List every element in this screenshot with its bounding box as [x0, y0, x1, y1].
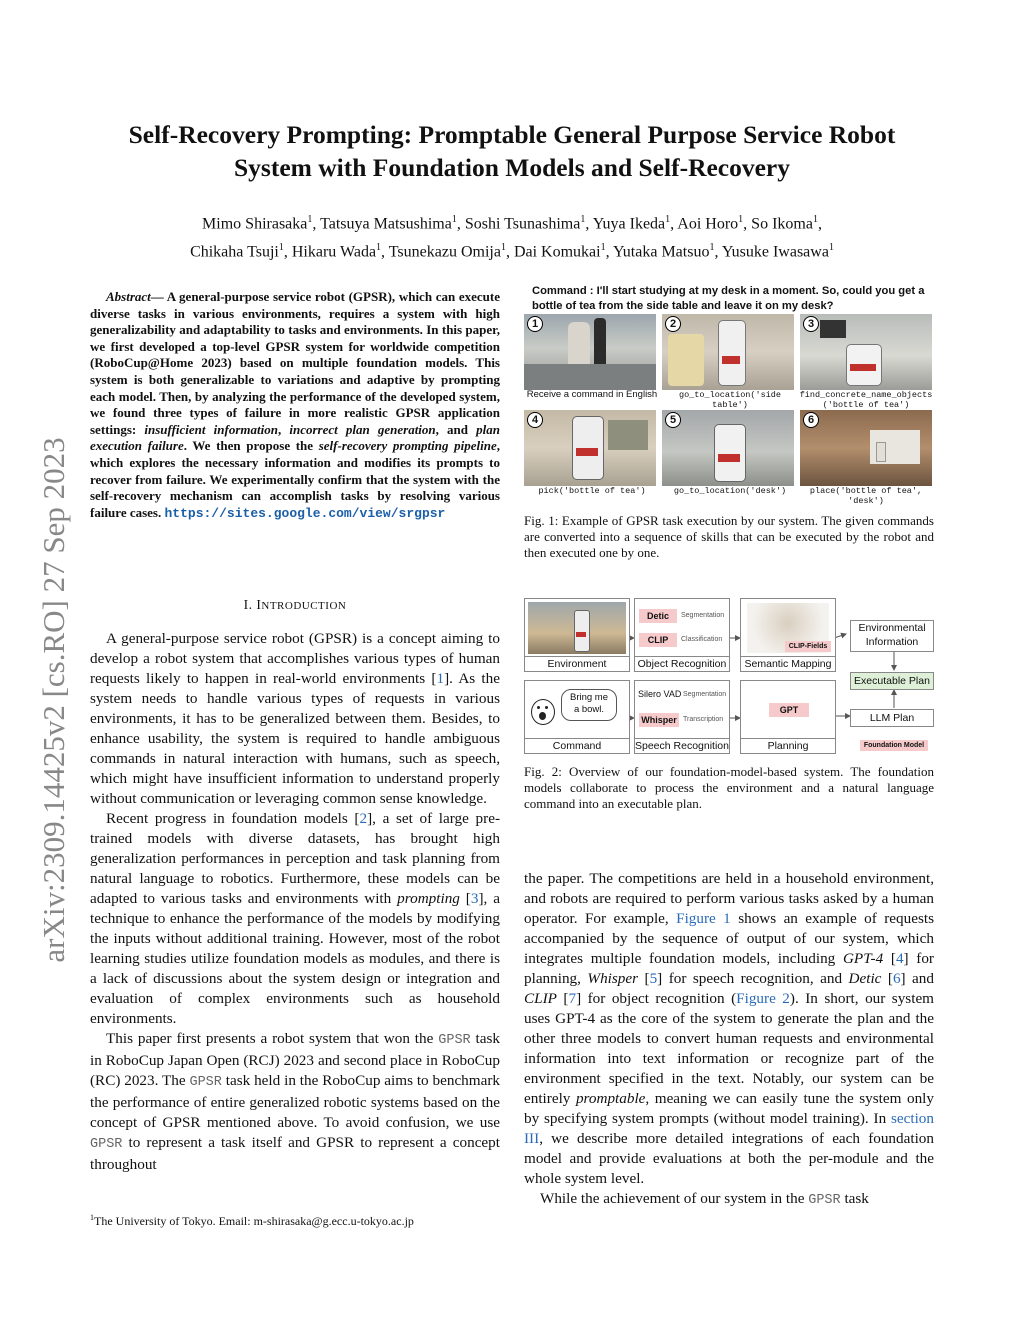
fig2-speech-recognition-box [634, 680, 730, 754]
author-name: Chikaha Tsuji [190, 243, 279, 261]
silero-task: Segmentation [683, 691, 727, 698]
affiliation-mark: 1 [665, 214, 671, 225]
text: ]. As the system needs to handle various types of requests in various environments, it has to be generalized between them. Besides, to enhance usability, the system is required to handle ambiguous commands in natural interaction with humans, such as speech, which might have insufficient information to understand properly without communication or leveraging common sense knowledge. [90, 670, 500, 807]
environmental-information-box: Environmental Information [850, 620, 934, 652]
fig2-object-recognition-box [634, 598, 730, 672]
step-number-1: 1 [527, 316, 543, 332]
authors-line-1: Mimo Shirasaka$^1$, Tatsuya Matsushima$^1$, Soshi Tsunashima$^1$, Yuya Ikeda$^1$, Aoi Horo$^1$, So Ikoma$^1$, [202, 214, 822, 233]
fig2-environment-box [524, 598, 630, 672]
affiliation-mark: 1 [500, 242, 506, 254]
step-number-4: 4 [527, 412, 543, 428]
semantic-mapping-label: Semantic Mapping [741, 656, 835, 672]
fig1-photo-grid [524, 314, 934, 506]
gpsr-term: GPSR [808, 1193, 841, 1208]
whisper-model: Whisper [639, 713, 679, 727]
intro-paragraph-1 [90, 629, 500, 809]
citation-link[interactable]: 5 [649, 970, 658, 987]
abstract-sep: , and [435, 421, 477, 437]
step-number-5: 5 [665, 412, 681, 428]
author-name: Tatsuya Matsushima [320, 215, 452, 233]
fig1-photo-6 [800, 410, 932, 486]
affiliation-mark: 1 [451, 214, 457, 225]
detic-model: Detic [639, 609, 677, 623]
figure-2-link[interactable]: Figure 2 [736, 990, 790, 1007]
author-list [80, 208, 944, 265]
intro-left-column [90, 629, 500, 1175]
text: prompting [397, 890, 460, 907]
detic-task: Segmentation [681, 612, 725, 619]
executable-plan-box: Executable Plan [850, 672, 934, 690]
text: [ [556, 990, 569, 1007]
text: ] for planning, [524, 950, 934, 987]
footnote-text: The University of Tokyo. Email: m-shirasaka@g.ecc.u-tokyo.ac.jp [94, 1214, 414, 1228]
fig1-command: Command : I'll start studying at my desk in a moment. So, could you get a bottle of tea from the side table and leave it on my desk? [532, 285, 925, 312]
footnote [90, 1213, 510, 1229]
text: Recent progress in foundation models [ [106, 810, 360, 827]
speech-bubble: Bring me a bowl. [561, 689, 617, 721]
clip-model: CLIP [639, 633, 677, 647]
affiliation-mark: 1 [709, 242, 715, 254]
abstract-failure-3: plan execution failure [90, 421, 500, 454]
citation-link[interactable]: 3 [470, 890, 479, 907]
author-name: Dai Komukai [513, 243, 601, 261]
abstract-text: . We then propose the [183, 438, 319, 454]
abstract-text: — A general-purpose service robot (GPSR), which can execute diverse tasks in various environments, requires a system with high generalizability and adaptability to tasks and environments. In this paper, we first developed a top-level GPSR system for worldwide competition (RoboCup@Home 2023) based on multiple foundation models. This system is both generalizable to variations and adaptive by prompting each model. Then, by analyzing the performance of the developed system, we found three types of failure in more realistic GPSR application settings: [90, 289, 500, 437]
figure-1-link[interactable]: Figure 1 [676, 910, 731, 927]
text: [ [883, 950, 896, 967]
speech-recognition-label: Speech Recognition [635, 740, 729, 752]
text: ], a set of large pre-trained models with diverse datasets, has brought high generalization performances in perception and task planning from natural language to robotics. Furthermore, these models can be adapted to various tasks and environments with [90, 810, 500, 907]
affiliation-mark: 1 [828, 242, 834, 254]
text: A general-purpose service robot (GPSR) is a concept aiming to develop a robot system that accomplishes various types of human requests likely to happen in real-world environments [ [90, 630, 500, 687]
environment-label: Environment [525, 656, 629, 672]
fig2-command-box [524, 680, 630, 754]
abstract-label: Abstract [106, 289, 151, 304]
fig2-planning-box [740, 680, 836, 754]
section-heading-text: I. INTRODUCTION [243, 597, 347, 612]
author-name: Yutaka Matsuo [613, 243, 710, 261]
text: ], a technique to enhance the performance of the models by modifying the inputs without additional training. However, most of the robot learning studies utilize foundation models as modules, and there is a lack of discussions about the system design or integration and evaluation of complex environments such as household environments. [90, 890, 500, 1027]
text: task in RoboCup Japan Open (RCJ) 2023 and second place in RoboCup (RC) 2023. The [90, 1030, 501, 1089]
citation-link[interactable]: 4 [895, 950, 904, 967]
abstract-sep: , [277, 421, 290, 437]
title-line-1: Self-Recovery Prompting: Promptable General Purpose Service Robot [128, 120, 896, 149]
fig1-caption: Fig. 1: Example of GPSR task execution by our system. The given commands are converted into a sequence of skills that can be executed by the robot and then executed one by one. [524, 513, 934, 560]
arxiv-stamp-text: arXiv:2309.14425v2 [cs.RO] 27 Sep 2023 [36, 437, 71, 963]
text: [ [881, 970, 893, 987]
text: Whisper [587, 970, 639, 987]
author-name: Hikaru Wada [291, 243, 377, 261]
text: , we describe more detailed integrations of each foundation model and provide evaluations at both the per-module and the whole system level. [524, 1130, 934, 1187]
fig1-step-2-label: go_to_location('side table') [678, 390, 782, 410]
fig1-photo-1 [524, 314, 656, 390]
gpsr-term: GPSR [189, 1075, 222, 1090]
author-name: So Ikoma [751, 215, 813, 233]
author-name: Yuya Ikeda [592, 215, 666, 233]
affiliation-mark: 1 [278, 242, 284, 254]
text: GPT-4 [842, 950, 884, 967]
author-name: Soshi Tsunashima [464, 215, 581, 233]
affiliation-mark: 1 [600, 242, 606, 254]
fig1-step-5-label: go_to_location('desk') [673, 486, 787, 496]
surprised-face-icon [531, 699, 555, 725]
silero-model: Silero VAD [638, 689, 682, 699]
right-paragraph-2 [524, 1189, 934, 1211]
step-number-3: 3 [803, 316, 819, 332]
clip-fields-model: CLIP-Fields [785, 641, 831, 652]
clip-task: Classification [681, 636, 723, 643]
arxiv-stamp [24, 420, 84, 980]
fig1-photo-4 [524, 410, 656, 486]
text: ] and [900, 970, 934, 987]
footnote-mark: 1 [90, 1213, 94, 1222]
title-line-2: System with Foundation Models and Self-Recovery [233, 153, 791, 182]
fig1-step-6-label: place('bottle of tea', 'desk') [809, 486, 923, 506]
fig1-photo-2 [662, 314, 794, 390]
text: ). In short, our system uses GPT-4 as the core of the system to generate the plan and the other three models to convert human requests and environmental information into text information or recognize part of the environment specified in the text. Notably, our system can be entirely [524, 990, 934, 1107]
text: ] for speech recognition, and [657, 970, 849, 987]
text: promptable [575, 1090, 646, 1107]
citation-link[interactable]: 7 [568, 990, 577, 1007]
text: shows an example of requests accompanied by the sequence of output of our system, which integrates multiple foundation models, including [524, 910, 934, 967]
citation-link[interactable]: 6 [892, 970, 901, 987]
text: This paper first presents a robot system that won the [106, 1030, 439, 1047]
paper-title [60, 118, 964, 184]
foundation-model-legend: Foundation Model [860, 740, 928, 751]
project-url-link[interactable]: https://sites.google.com/view/srgpsr [164, 505, 446, 521]
llm-plan-box: LLM Plan [850, 709, 934, 727]
text: [ [459, 890, 471, 907]
text: , meaning we can easily tune the system only by specifying system prompts (without model training). In [524, 1090, 934, 1127]
text: to represent a task itself and GPSR to represent a concept throughout [90, 1134, 500, 1173]
authors-line-2: Chikaha Tsuji$^1$, Hikaru Wada$^1$, Tsunekazu Omija$^1$, Dai Komukai$^1$, Yutaka Matsuo$^1$, Yusuke Iwasawa$^1$ [190, 242, 834, 261]
whisper-task: Transcription [683, 716, 724, 723]
affiliation-mark: 1 [580, 214, 586, 225]
section-heading [90, 597, 500, 613]
gpsr-term: GPSR [90, 1137, 123, 1152]
step-number-2: 2 [665, 316, 681, 332]
text: task held in the RoboCup aims to benchmark the performance of entire generalized robotic systems based on the concept of GPSR mentioned above. To avoid confusion, we use [90, 1072, 500, 1131]
abstract [90, 289, 500, 522]
text: Detic [848, 970, 882, 987]
affiliation-mark: 1 [812, 214, 818, 225]
right-paragraph-1 [524, 869, 934, 1189]
abstract-text: , which explores the necessary information and modifies its prompts to recover from failure. We experimentally confirm that the system with the self-recovery mechanism can accomplish tasks by resolving various failure cases. [90, 438, 500, 520]
author-name: Yusuke Iwasawa [721, 243, 829, 261]
abstract-failure-2: incorrect plan generation [289, 421, 436, 437]
fig1-step-4-label: pick('bottle of tea') [538, 486, 646, 496]
intro-paragraph-3 [90, 1029, 500, 1175]
planning-label: Planning [741, 738, 835, 754]
text: ] for object recognition ( [576, 990, 737, 1007]
gpsr-term: GPSR [438, 1033, 471, 1048]
gpt-model: GPT [769, 703, 809, 717]
text: [ [638, 970, 650, 987]
step-number-6: 6 [803, 412, 819, 428]
fig1-step-1-label: Receive a command in English [526, 389, 658, 400]
affiliation-mark: 1 [738, 214, 744, 225]
author-name: Aoi Horo [677, 215, 739, 233]
text: task [840, 1190, 869, 1207]
text: the paper. The competitions are held in a household environment, and robots are required to perform various tasks asked by a human operator. For example, [524, 870, 934, 927]
citation-link[interactable]: 1 [436, 670, 445, 687]
fig2-diagram [524, 598, 934, 756]
affiliation-mark: 1 [307, 214, 313, 225]
text: While the achievement of our system in the [540, 1190, 809, 1207]
fig2-caption: Fig. 2: Overview of our foundation-model-based system. The foundation models collaborate to process the environment and a natural language command into an executable plan. [524, 764, 934, 811]
text: CLIP [524, 990, 557, 1007]
author-name: Mimo Shirasaka [202, 215, 308, 233]
author-name: Tsunekazu Omija [388, 243, 501, 261]
abstract-failure-1: insufficient information [144, 421, 278, 437]
affiliation-mark: 1 [376, 242, 382, 254]
command-label: Command [525, 738, 629, 754]
environment-photo [528, 602, 626, 654]
fig1-photo-3 [800, 314, 932, 390]
fig1-step-3-label: find_concrete_name_objects ('bottle of tea') [799, 390, 933, 410]
section-3-link[interactable]: section III [524, 1110, 934, 1147]
intro-right-column [524, 869, 934, 1211]
fig1-photo-5 [662, 410, 794, 486]
fig2-semantic-mapping-box [740, 598, 836, 672]
object-recognition-label: Object Recognition [635, 656, 729, 672]
abstract-pipeline-name: self-recovery prompting pipeline [318, 438, 497, 454]
intro-paragraph-2 [90, 809, 500, 1029]
citation-link[interactable]: 2 [359, 810, 368, 827]
